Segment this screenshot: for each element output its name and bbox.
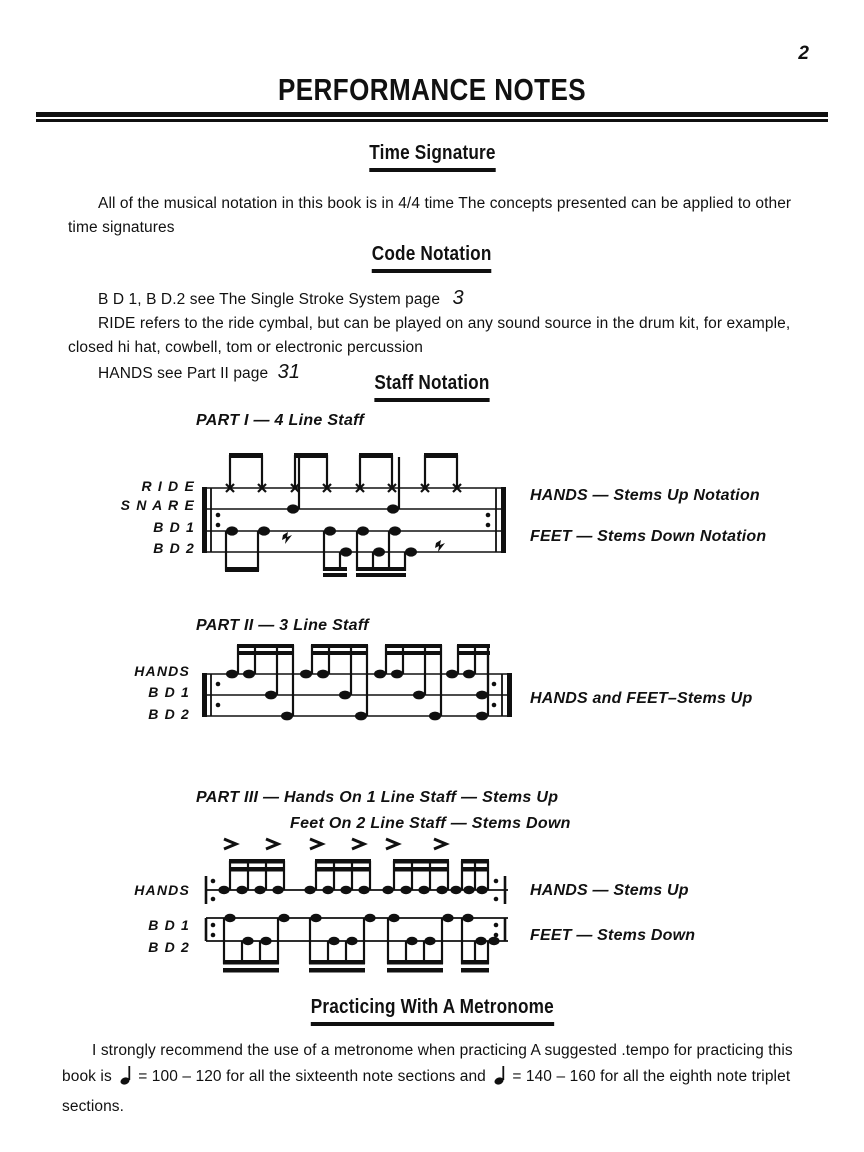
code-line-hands: HANDS see Part II page 31: [98, 361, 301, 383]
part-3-caption-line2: Feet On 2 Line Staff — Stems Down: [290, 815, 571, 832]
paragraph-time-signature: All of the musical notation in this book is in 4/4 time The concepts presented can be applied to other time signatures: [68, 195, 792, 236]
page-title: PERFORMANCE NOTES: [277, 72, 587, 107]
code-notation-lines: [68, 286, 808, 386]
part-1-annotation-feet: FEET — Stems Down Notation: [530, 528, 767, 545]
part-1-staff-music: [200, 443, 510, 578]
paragraph-metronome: [62, 1038, 807, 1120]
metronome-tempo-2: = 140 – 160: [512, 1068, 596, 1085]
staff-label-snare: S N A R E: [120, 497, 195, 513]
staff-label-bd1-part2: B D 1: [148, 684, 190, 700]
part-1-annotation-hands: HANDS — Stems Up Notation: [530, 487, 760, 504]
part-1-caption: PART I — 4 Line Staff: [196, 412, 365, 429]
metronome-text-2: for all the sixteenth note sections and: [226, 1068, 486, 1085]
heading-code-notation: Code Notation: [0, 243, 864, 273]
staff-label-bd2-part2: B D 2: [148, 706, 190, 722]
metronome-text-1: I strongly recommend the use of a metronome when practicing A suggested .tempo for practicing this book is: [62, 1042, 793, 1085]
code-line-bd: B D 1, B D.2 see The Single Stroke System page 3: [98, 287, 464, 309]
staff-label-bd2-part1: B D 2: [153, 540, 195, 556]
part-3-annotation-hands: HANDS — Stems Up: [530, 882, 689, 899]
part-3-feet-staff: [200, 908, 520, 978]
heading-staff-notation: Staff Notation: [0, 372, 864, 402]
part-2-staff-music: [200, 642, 520, 732]
code-line-ride: RIDE refers to the ride cymbal, but can be played on any sound source in the drum kit, for example, closed hi hat, cowbell, tom or electronic percussion: [68, 315, 791, 356]
part-3-hands-staff: [200, 856, 520, 904]
part-2-annotation: HANDS and FEET–Stems Up: [530, 690, 753, 707]
part-3-accent-row: [200, 836, 520, 856]
metronome-tempo-1: = 100 – 120: [138, 1068, 222, 1085]
staff-label-bd1-part3: B D 1: [148, 917, 190, 933]
metronome-text-3: for all the eighth note triplet sections.: [62, 1068, 791, 1115]
part-3-annotation-feet: FEET — Stems Down: [530, 927, 696, 944]
staff-label-hands-part2: HANDS: [134, 663, 190, 679]
staff-label-hands-part3: HANDS: [134, 882, 190, 898]
part-2-caption: PART II — 3 Line Staff: [196, 617, 369, 634]
staff-label-bd1-part1: B D 1: [153, 519, 195, 535]
quarter-note-icon: [120, 1065, 134, 1094]
staff-label-ride: R I D E: [141, 478, 195, 494]
quarter-note-icon-2: [494, 1065, 508, 1094]
heading-time-signature: Time Signature: [0, 142, 864, 172]
part-3-caption-line1: PART III — Hands On 1 Line Staff — Stems Up: [196, 789, 559, 806]
heading-practicing-metronome: Practicing With A Metronome: [0, 996, 864, 1026]
title-divider: [36, 112, 828, 122]
staff-label-bd2-part3: B D 2: [148, 939, 190, 955]
page-number: 2: [798, 43, 809, 64]
